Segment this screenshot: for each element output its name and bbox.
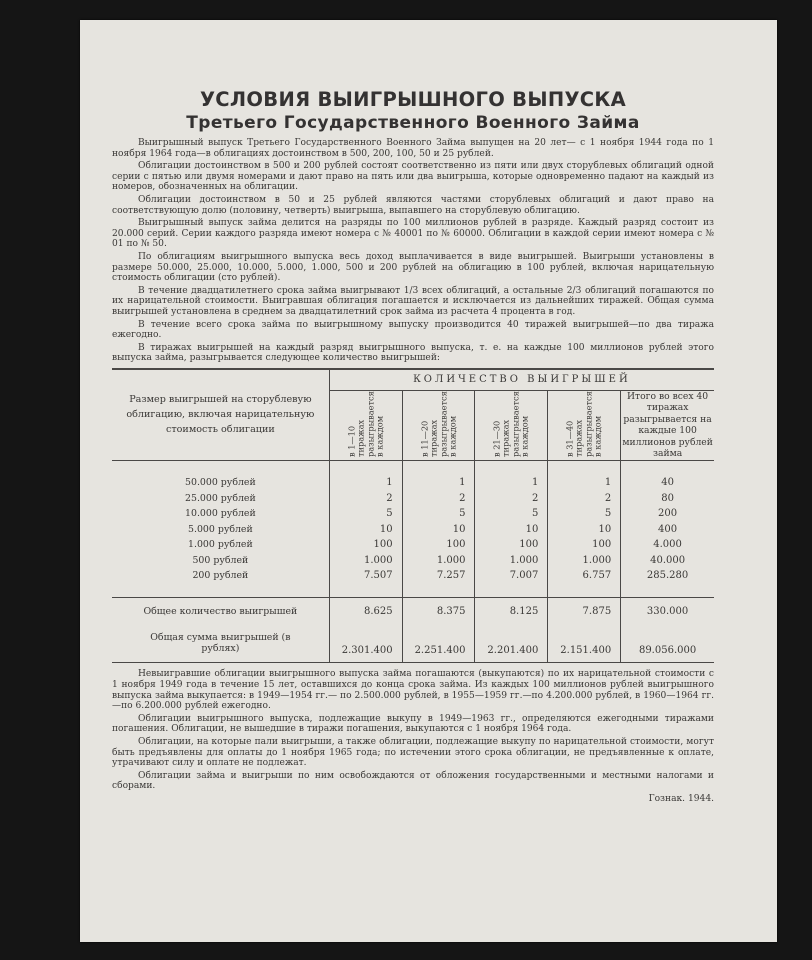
table-row: 200 рублей 7.507 7.257 7.007 6.757 285.280 (112, 568, 714, 584)
paragraph: Невыигравшие облигации выигрышного выпуска займа погашаются (выкупаются) по их нарицательной стоимости с 1 ноября 1949 года в течение 15 лет, оставшихся до конца срока займа. Из каждых 100 миллионов рублей выигрышного выпуска займа выкупается: в 1949—1954 гг.— по 2.500.000 рублей, в 1955—1959 гг.—по 4.200.000 рублей, в 1960—1964 гг.—по 6.200.000 рублей ежегодно. (112, 669, 714, 712)
table-row: 5.000 рублей 10 10 10 10 400 (112, 521, 714, 537)
table-col-header: в 21—30 тиражах разыгрывается в каждом (475, 390, 548, 460)
table-row: 25.000 рублей 2 2 2 2 80 (112, 490, 714, 506)
paragraph: В течение двадцатилетнего срока займа выигрывают 1/3 всех облигаций, а остальные 2/3 облигаций погашаются по их нарицательной стоимости. Выигравшая облигация погашается и исключается из дальнейших тиражей. Общая сумма выигрышей установлена в среднем за двадцатилетний срок займа из расчета 4 процента в год. (112, 285, 714, 317)
paragraph: Облигации выигрышного выпуска, подлежащие выкупу в 1949—1963 гг., определяются ежегодными тиражами погашения. Облигации, не вышедшие в тиражи погашения, выкупаются с 1 ноября 1964 года. (112, 713, 714, 735)
document-subtitle: Третьего Государственного Военного Займа (186, 113, 640, 133)
table-total-header: Итого во всех 40 тиражах разыгрывается на каждые 100 миллионов рублей займа (622, 390, 713, 460)
table-total-sum-row: Общая сумма выигрышей (в рублях) 2.301.400 2.251.400 2.201.400 2.151.400 89.056.000 (112, 624, 714, 662)
paragraph: Выигрышный выпуск займа делится на разряды по 100 миллионов рублей в разряде. Каждый разряд состоит из 20.000 серий. Серии каждого разряда имеют номера с № 40001 по № 60000. Облигации в каждой серии имеют номера с № 01 по № 50. (112, 218, 714, 250)
table-row: 1.000 рублей 100 100 100 100 4.000 (112, 537, 714, 553)
paragraph: Облигации, на которые пали выигрыши, а также облигации, подлежащие выкупу по нарицательной стоимости, могут быть предъявлены для оплаты до 1 ноября 1965 года; по истечении этого срока облигации, не предъявленные к оплате, утрачивают силу и оплате не подлежат. (112, 736, 714, 769)
table-total-count-row: Общее количество выигрышей 8.625 8.375 8.125 7.875 330.000 (112, 598, 714, 624)
table-row: 10.000 рублей 5 5 5 5 200 (112, 506, 714, 522)
table-group-header: КОЛИЧЕСТВО ВЫИГРЫШЕЙ (329, 370, 714, 391)
table-row: 50.000 рублей 1 1 1 1 40 (112, 475, 714, 491)
table-col-header: в 11—20 тиражах разыгрывается в каждом (402, 390, 475, 460)
paragraph: Выигрышный выпуск Третьего Государственного Военного Займа выпущен на 20 лет— с 1 ноября 1944 года по 1 ноября 1964 года—в облигациях достоинством в 500, 200, 100, 50 и 25 рублей. (112, 138, 714, 159)
paragraph: Облигации достоинством в 50 и 25 рублей являются частями сторублевых облигаций и дают право на соответствующую долю (половину, четверть) выигрыша, выпавшего на сторублевую облигацию. (112, 194, 714, 216)
paragraph: В течение всего срока займа по выигрышному выпуску производится 40 тиражей выигрышей—по два тиража ежегодно. (112, 319, 714, 341)
paragraph: По облигациям выигрышного выпуска весь доход выплачивается в виде выигрышей. Выигрыши установлены в размере 50.000, 25.000, 10.000, 5.000, 1.000, 500 и 200 рублей на облигацию в 100 рублей, включая нарицательную стоимость облигации (сто рублей). (112, 251, 714, 284)
table-row: 500 рублей 1.000 1.000 1.000 1.000 40.000 (112, 552, 714, 568)
table-col-header: в 1—10 тиражах разыгрывается в каждом (329, 390, 402, 460)
paragraph: Облигации займа и выигрыши по ним освобождаются от обложения государственными и местными налогами и сборами. (112, 770, 714, 792)
document-content (112, 88, 714, 804)
table-row-header: Размер выигрышей на сторублевую облигацию, включая нарицательную стоимость облигации (112, 370, 329, 461)
paragraph: В тиражах выигрышей на каждый разряд выигрышного выпуска, т. е. на каждые 100 миллионов рублей этого выпуска займа, разыгрывается следующее количество выигрышей: (112, 342, 714, 364)
imprint: Гознак. 1944. (648, 793, 714, 804)
table-col-header: в 31—40 тиражах разыгрывается в каждом (548, 390, 621, 460)
document-title: УСЛОВИЯ ВЫИГРЫШНОГО ВЫПУСКА (199, 88, 627, 111)
prize-table (112, 368, 714, 664)
paragraph: Облигации достоинством в 500 и 200 рублей состоят соответственно из пяти или двух сторублевых облигаций одной серии с пятью или двумя номерами и дают право на пять или два выигрыша, которые одновременно падают на каждый из номеров, обозначенных на облигации. (112, 161, 714, 193)
